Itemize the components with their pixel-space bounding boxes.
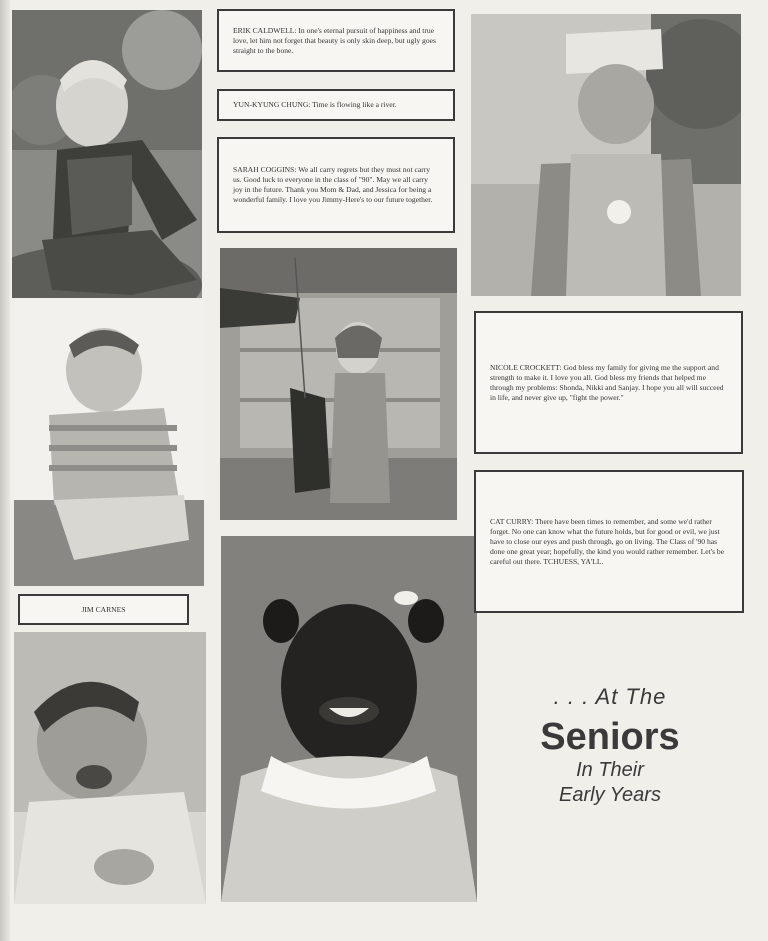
photo-child-kitchen-fishing [220,248,457,520]
quote-box-sarah-coggins [217,137,455,233]
page-title-line-1: . . . At The [553,684,667,709]
photo-baby-striped-shirt [14,300,204,586]
photo-toddler-overalls [12,10,202,298]
photo-smiling-girl [221,536,477,902]
quote-text-erik-caldwell: ERIK CALDWELL: In one's eternal pursuit of happiness and true love, let him not forget that beauty is only skin deep, but ugly goes straight to the bone. [233,25,436,55]
page-title-seniors: Seniors [540,716,680,758]
quote-box-yun-kyung-chung [217,89,455,121]
quote-box-nicole-crockett [474,311,743,454]
page-title-line-3: In Their [576,759,644,781]
name-box-jim-carnes [18,594,189,625]
quote-text-cat-curry: CAT CURRY: There have been times to remember, and some we'd rather forget. No one can know what the future holds, but for good or evil, we just have to close our eyes and push through, go on living. The Class of '90 has done one great year; hopefully, the kind you would rather remember. Let's be careful out there. TCHUESS, YA'LL. [490,516,725,566]
quote-text-sarah-coggins: SARAH COGGINS: We all carry regrets but they must not carry us. Good luck to everyone in the class of "90". May we all carry joy in the future. Thank you Mom & Dad, and Jessica for being a wonderful family. I love you Jimmy-Here's to our future together. [233,165,433,204]
page-title-line-4: Early Years [559,784,661,806]
photo-boy-cap [471,14,741,296]
quote-box-erik-caldwell [217,9,455,72]
quote-text-yun-kyung-chung: YUN-KYUNG CHUNG: Time is flowing like a river. [233,100,397,109]
quote-box-cat-curry [474,470,744,613]
book-spine-shadow [0,0,10,941]
photo-laughing-baby [14,632,206,904]
name-text-jim-carnes: JIM CARNES [81,604,126,614]
quote-text-nicole-crockett: NICOLE CROCKETT: God bless my family for giving me the support and strength to make it. I love you all. God bless my friends that helped me through my problems: Shonda, Nikki and Sanjay. I hope you all will succeed in life, and never give up, "fight the power." [490,362,724,402]
